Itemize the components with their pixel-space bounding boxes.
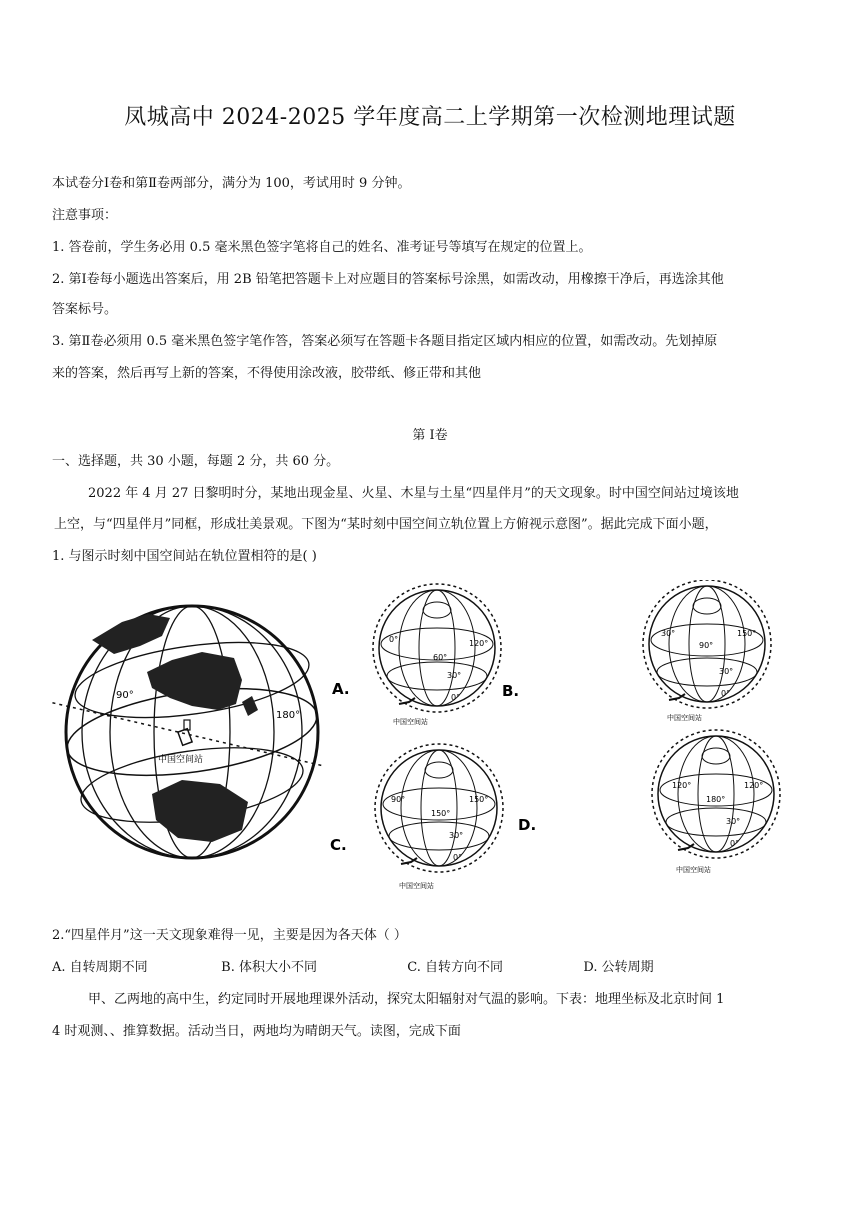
svg-text:0°: 0° (730, 839, 740, 848)
svg-text:120°: 120° (469, 639, 489, 648)
svg-text:30°: 30° (719, 667, 734, 676)
globe-option-b (643, 580, 771, 722)
main-lon-90: 90° (116, 690, 134, 701)
svg-text:30°: 30° (447, 671, 462, 680)
passage-1: 2022 年 4 月 27 日黎明时分，某地出现金星、火星、木星与土星“四星伴月”的天文现象。时中国空间站过境该地 (88, 486, 739, 501)
page-title: 凤城高中 2024-2025 学年度高二上学期第一次检测地理试题 (124, 105, 736, 130)
svg-text:30°: 30° (726, 817, 741, 826)
q2-option-a: A. 自转周期不同 (52, 960, 148, 975)
section-heading: 第 Ⅰ卷 (412, 428, 448, 443)
space-station-icon (178, 720, 192, 745)
notice-item-2-cont: 答案标号。 (52, 302, 118, 317)
main-globe (52, 606, 324, 858)
svg-text:30°: 30° (661, 629, 676, 638)
space-station-figure (52, 580, 822, 900)
passage-1-cont: 上空，与“四星伴月”同框，形成壮美景观。下图为“某时刻中国空间立轨位置上方俯视示意图”。据此完成下面小题， (54, 517, 718, 532)
svg-text:中国空间站: 中国空间站 (393, 718, 428, 726)
svg-text:150°: 150° (431, 809, 451, 818)
notice-item-3-cont: 来的答案，然后再写上新的答案，不得使用涂改液，胶带纸、修正带和其他 (52, 366, 482, 381)
svg-text:中国空间站: 中国空间站 (399, 882, 434, 890)
svg-text:150°: 150° (469, 795, 489, 804)
question-1: 1. 与图示时刻中国空间站在轨位置相符的是( ) (52, 549, 317, 564)
option-label-d: D. (518, 816, 537, 834)
exam-info: 本试卷分Ⅰ卷和第Ⅱ卷两部分，满分为 100，考试用时 9 分钟。 (52, 176, 411, 191)
option-label-b: B. (502, 682, 520, 700)
svg-text:0°: 0° (451, 693, 461, 702)
part1-heading: 一、选择题，共 30 小题，每题 2 分，共 60 分。 (52, 454, 340, 469)
svg-text:30°: 30° (449, 831, 464, 840)
svg-text:中国空间站: 中国空间站 (676, 866, 711, 874)
svg-text:0°: 0° (389, 635, 399, 644)
question-2-options (52, 958, 822, 978)
passage-2-cont: 4 时观测、、推算数据。活动当日，两地均为晴朗天气。读图，完成下面 (52, 1024, 461, 1039)
svg-text:120°: 120° (672, 781, 692, 790)
main-lon-180: 180° (276, 710, 301, 721)
passage-2: 甲、乙两地的高中生，约定同时开展地理课外活动，探究太阳辐射对气温的影响。下表：地理坐标及北京时间 1 (88, 992, 725, 1007)
notice-item-3: 3. 第Ⅱ卷必须用 0.5 毫米黑色签字笔作答，答案必须写在答题卡各题目指定区域内相应的位置，如需改动。先划掉原 (52, 334, 718, 349)
option-label-a: A. (332, 680, 350, 698)
svg-text:90°: 90° (699, 641, 714, 650)
q2-option-b: B. 体积大小不同 (221, 960, 317, 975)
q2-option-c: C. 自转方向不同 (407, 960, 504, 975)
globe-option-d (652, 730, 780, 874)
globe-option-a (373, 584, 501, 726)
option-label-c: C. (330, 836, 347, 854)
notice-item-1: 1. 答卷前，学生务必用 0.5 毫米黑色签字笔将自己的姓名、准考证号等填写在规定的位置上。 (52, 240, 592, 255)
q2-option-d: D. 公转周期 (583, 960, 654, 975)
svg-text:150°: 150° (737, 629, 757, 638)
question-2: 2.“四星伴月”这一天文现象难得一见，主要是因为各天体（ ） (52, 928, 407, 943)
svg-text:0°: 0° (721, 689, 731, 698)
svg-text:90°: 90° (391, 795, 406, 804)
svg-text:180°: 180° (706, 795, 726, 804)
notice-heading: 注意事项： (52, 208, 118, 223)
svg-text:120°: 120° (744, 781, 764, 790)
notice-item-2: 2. 第Ⅰ卷每小题选出答案后，用 2B 铅笔把答题卡上对应题目的答案标号涂黑，如需改动，用橡擦干净后，再选涂其他 (52, 272, 724, 287)
svg-text:60°: 60° (433, 653, 448, 662)
svg-text:中国空间站: 中国空间站 (667, 714, 702, 722)
globe-option-c (375, 744, 503, 890)
main-station-label: 中国空间站 (158, 755, 204, 765)
svg-text:0°: 0° (453, 853, 463, 862)
